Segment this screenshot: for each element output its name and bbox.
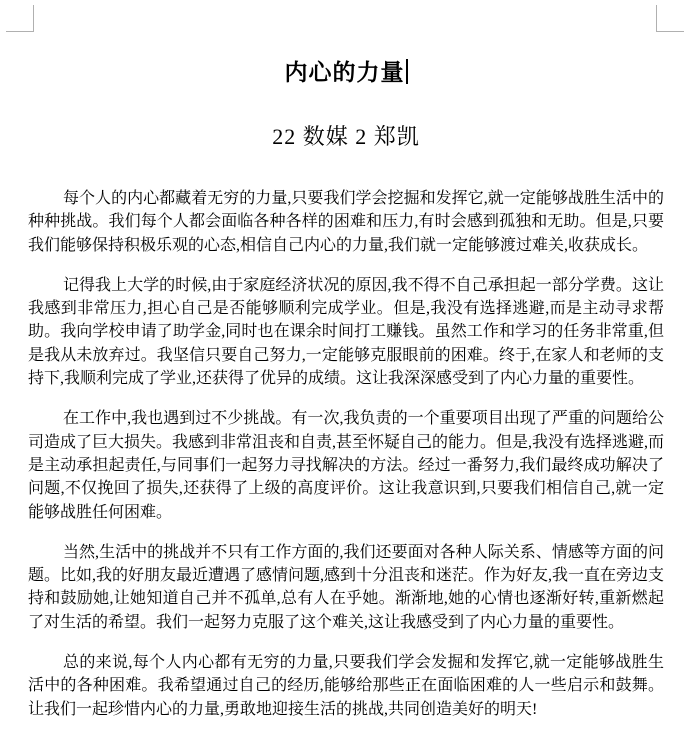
document-title[interactable]: [28, 57, 664, 87]
paragraph[interactable]: 在工作中,我也遇到过不少挑战。有一次,我负责的一个重要项目出现了严重的问题给公司造成了巨大损失。我感到非常沮丧和自责,甚至怀疑自己的能力。但是,我没有选择逃避,而是主动承担起责任,与同事们一起努力寻找解决的方法。经过一番努力,我们最终成功解决了问题,不仅挽回了损失,还获得了上级的高度评价。这让我意识到,只要我们相信自己,就一定能够战胜任何困难。: [28, 410, 665, 521]
text-cursor: [406, 59, 408, 84]
document-body: [28, 187, 664, 721]
paragraph[interactable]: 当然,生活中的挑战并不只有工作方面的,我们还要面对各种人际关系、情感等方面的问题。比如,我的好朋友最近遭遇了感情问题,感到十分沮丧和迷茫。作为好友,我一直在旁边支持和鼓励她,让她知道自己并不孤单,总有人在乎她。渐渐地,她的心情也逐渐好转,重新燃起了对生活的希望。我们一起努力克服了这个难关,这让我感受到了内心力量的重要性。: [28, 543, 665, 631]
paragraph[interactable]: 记得我上大学的时候,由于家庭经济状况的原因,我不得不自己承担起一部分学费。这让我感到非常压力,担心自己是否能够顺利完成学业。但是,我没有选择逃避,而是主动寻求帮助。我向学校申请了助学金,同时也在课余时间打工赚钱。虽然工作和学习的任务非常重,但是我从未放弃过。我坚信只要自己努力,一定能够克服眼前的困难。终于,在家人和老师的支持下,我顺利完成了学业,还获得了优异的成绩。这让我深深感受到了内心力量的重要性。: [28, 276, 664, 388]
document-byline[interactable]: 22 数媒 2 郑凯: [272, 124, 420, 149]
document-title-text: 内心的力量: [284, 59, 405, 85]
document-content: [28, 0, 664, 738]
paragraph[interactable]: 每个人的内心都藏着无穷的力量,只要我们学会挖掘和发挥它,就一定能够战胜生活中的种种挑战。我们每个人都会面临各种各样的困难和压力,有时会感到孤独和无助。但是,只要我们能够保持积极乐观的心态,相信自己内心的力量,我们就一定能够渡过难关,收获成长。: [28, 190, 664, 254]
paragraph[interactable]: 总的来说,每个人内心都有无穷的力量,只要我们学会发掘和发挥它,就一定能够战胜生活中的各种困难。我希望通过自己的经历,能够给那些正在面临困难的人一些启示和鼓舞。让我们一起珍惜内心的力量,勇敢地迎接生活的挑战,共同创造美好的明天!: [28, 654, 664, 718]
